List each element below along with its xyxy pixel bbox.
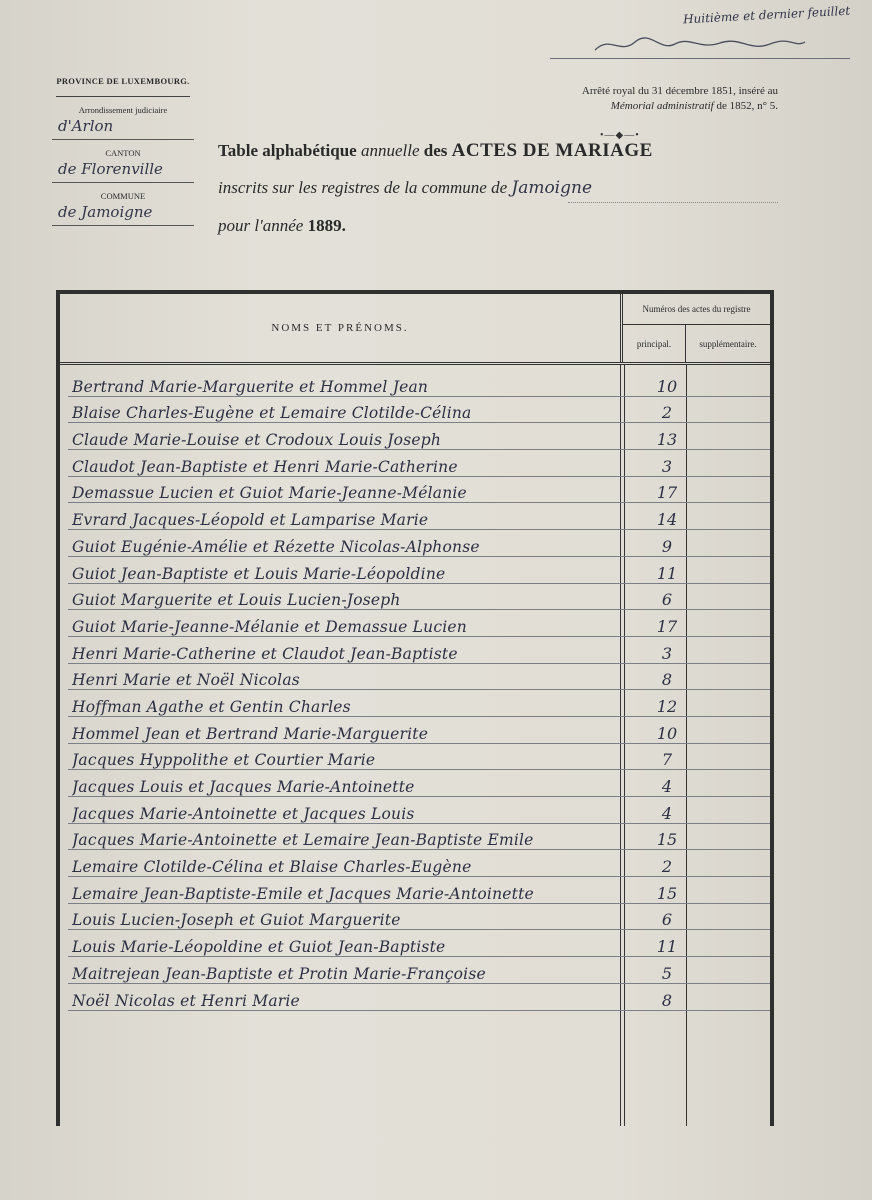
row-rule — [68, 983, 770, 984]
row-principal-number: 15 — [656, 830, 678, 850]
commune-handwritten: Jamoigne — [511, 178, 593, 198]
row-names: Hommel Jean et Bertrand Marie-Marguerite — [72, 724, 429, 743]
fill-rule — [568, 202, 778, 203]
row-rule — [68, 769, 770, 770]
row-principal-number: 8 — [661, 670, 673, 690]
canton-label: CANTON — [105, 148, 141, 158]
column-header-principal: principal. — [623, 325, 686, 363]
row-principal-number: 13 — [656, 430, 678, 450]
table-row — [60, 586, 770, 613]
row-rule — [68, 929, 770, 930]
table-row — [60, 719, 770, 746]
row-names: Demassue Lucien et Guiot Marie-Jeanne-Mélanie — [72, 484, 467, 503]
table-row — [60, 612, 770, 639]
table-row — [60, 559, 770, 586]
table-row — [60, 532, 770, 559]
row-names: Claude Marie-Louise et Crodoux Louis Joseph — [72, 431, 442, 450]
province-label: PROVINCE DE LUXEMBOURG. — [56, 76, 190, 97]
row-principal-number: 3 — [661, 456, 673, 476]
row-principal-number: 11 — [656, 563, 678, 583]
row-principal-number: 4 — [661, 803, 673, 823]
row-names: Jacques Louis et Jacques Marie-Antoinette — [72, 778, 415, 796]
row-names: Lemaire Jean-Baptiste-Emile et Jacques Marie-Antoinette — [72, 884, 534, 903]
row-principal-number: 8 — [661, 990, 673, 1010]
decree-line-1: Arrêté royal du 31 décembre 1851, inséré au — [581, 85, 778, 97]
column-header-numbers — [620, 294, 770, 362]
table-row — [60, 959, 770, 986]
commune-value: de Jamoigne — [52, 201, 194, 226]
table-row — [60, 852, 770, 879]
row-rule — [68, 556, 770, 557]
row-rule — [68, 849, 770, 850]
row-rule — [68, 716, 770, 717]
row-names: Guiot Marie-Jeanne-Mélanie et Demassue Lucien — [72, 617, 467, 636]
column-header-supplementaire: supplémentaire. — [699, 339, 757, 349]
row-principal-number: 15 — [656, 883, 678, 903]
row-names: Louis Lucien-Joseph et Guiot Marguerite — [72, 911, 401, 930]
table-row — [60, 772, 770, 799]
table-row — [60, 879, 770, 906]
row-rule — [68, 609, 770, 610]
commune-label: COMMUNE — [100, 191, 146, 201]
row-rule — [68, 476, 770, 477]
row-names: Hoffman Agathe et Gentin Charles — [72, 697, 351, 716]
table-row — [60, 479, 770, 506]
row-names: Noël Nicolas et Henri Marie — [72, 991, 300, 1010]
table-row — [60, 986, 770, 1013]
marriage-table — [56, 290, 774, 1126]
canton-value: de Florenville — [52, 158, 194, 183]
table-row — [60, 505, 770, 532]
row-rule — [68, 823, 770, 824]
row-names: Claudot Jean-Baptiste et Henri Marie-Catherine — [72, 457, 458, 476]
row-names: Guiot Jean-Baptiste et Louis Marie-Léopoldine — [72, 564, 446, 583]
row-names: Louis Marie-Léopoldine et Guiot Jean-Baptiste — [72, 938, 446, 957]
row-principal-number: 10 — [656, 376, 678, 396]
row-rule — [68, 396, 770, 397]
row-names: Henri Marie et Noël Nicolas — [72, 671, 300, 690]
annotation-area — [550, 3, 851, 68]
row-names: Guiot Eugénie-Amélie et Rézette Nicolas-Alphonse — [72, 537, 480, 556]
table-row — [60, 639, 770, 666]
row-principal-number: 5 — [661, 963, 673, 983]
table-row — [60, 666, 770, 693]
row-principal-number: 17 — [656, 616, 678, 636]
row-rule — [68, 636, 770, 637]
row-principal-number: 6 — [661, 910, 673, 930]
row-principal-number: 2 — [661, 857, 673, 877]
row-rule — [68, 583, 770, 584]
row-names: Blaise Charles-Eugène et Lemaire Clotilde-Célina — [72, 404, 472, 423]
row-principal-number: 6 — [661, 590, 673, 610]
ornament-divider: •—◆—• — [600, 130, 640, 141]
decree-line-2: Mémorial administratif de 1852, n° 5. — [610, 100, 778, 112]
row-rule — [68, 1010, 770, 1011]
row-rule — [68, 743, 770, 744]
row-principal-number: 17 — [656, 483, 678, 503]
table-header — [60, 294, 770, 365]
row-principal-number: 9 — [661, 536, 673, 556]
table-row — [60, 452, 770, 479]
table-row — [60, 932, 770, 959]
row-names: Jacques Marie-Antoinette et Lemaire Jean-Baptiste Emile — [72, 831, 534, 850]
table-row — [60, 425, 770, 452]
title-line-1: Table alphabétique annuelle des ACTES DE MARIAGE — [218, 140, 653, 161]
row-principal-number: 7 — [661, 750, 673, 770]
row-names: Bertrand Marie-Marguerite et Hommel Jean — [72, 377, 429, 396]
row-names: Guiot Marguerite et Louis Lucien-Joseph — [72, 591, 401, 610]
table-row — [60, 746, 770, 773]
arrondissement-label: Arrondissement judiciaire — [78, 105, 168, 115]
row-rule — [68, 796, 770, 797]
row-rule — [68, 956, 770, 957]
row-principal-number: 3 — [661, 643, 673, 663]
row-rule — [68, 422, 770, 423]
jurisdiction-header — [48, 76, 198, 226]
title-line-3: pour l'année 1889. — [218, 216, 346, 235]
row-names: Maitrejean Jean-Baptiste et Protin Marie-Françoise — [72, 964, 486, 983]
row-names: Jacques Hyppolithe et Courtier Marie — [72, 751, 376, 770]
table-row — [60, 399, 770, 426]
row-names: Henri Marie-Catherine et Claudot Jean-Baptiste — [72, 644, 458, 663]
signature-rule — [550, 58, 850, 59]
signature — [590, 30, 810, 60]
row-rule — [68, 903, 770, 904]
table-row — [60, 906, 770, 933]
row-principal-number: 10 — [656, 723, 678, 743]
row-rule — [68, 663, 770, 664]
row-rule — [68, 449, 770, 450]
page-title — [218, 140, 778, 254]
arrondissement-value: d'Arlon — [52, 115, 194, 140]
row-rule — [68, 502, 770, 503]
row-principal-number: 11 — [656, 937, 678, 957]
page-note: Huitième et dernier feuillet — [682, 3, 851, 27]
row-names: Jacques Marie-Antoinette et Jacques Louis — [72, 804, 415, 823]
title-line-2: inscrits sur les registres de la commune de Jamoigne — [218, 178, 778, 216]
table-row — [60, 692, 770, 719]
table-row — [60, 826, 770, 853]
column-group-label: Numéros des actes du registre — [623, 294, 770, 325]
row-rule — [68, 876, 770, 877]
decree-reference — [488, 84, 778, 114]
row-principal-number: 2 — [661, 403, 673, 423]
table-row — [60, 372, 770, 399]
table-body — [60, 372, 770, 1013]
column-header-names: NOMS ET PRÉNOMS. — [271, 322, 409, 334]
row-names: Lemaire Clotilde-Célina et Blaise Charles-Eugène — [72, 858, 472, 877]
row-principal-number: 4 — [661, 777, 673, 796]
table-row — [60, 799, 770, 826]
row-principal-number: 14 — [656, 510, 678, 530]
row-names: Evrard Jacques-Léopold et Lamparise Marie — [72, 511, 429, 530]
row-principal-number: 12 — [656, 696, 678, 716]
row-rule — [68, 529, 770, 530]
row-rule — [68, 689, 770, 690]
